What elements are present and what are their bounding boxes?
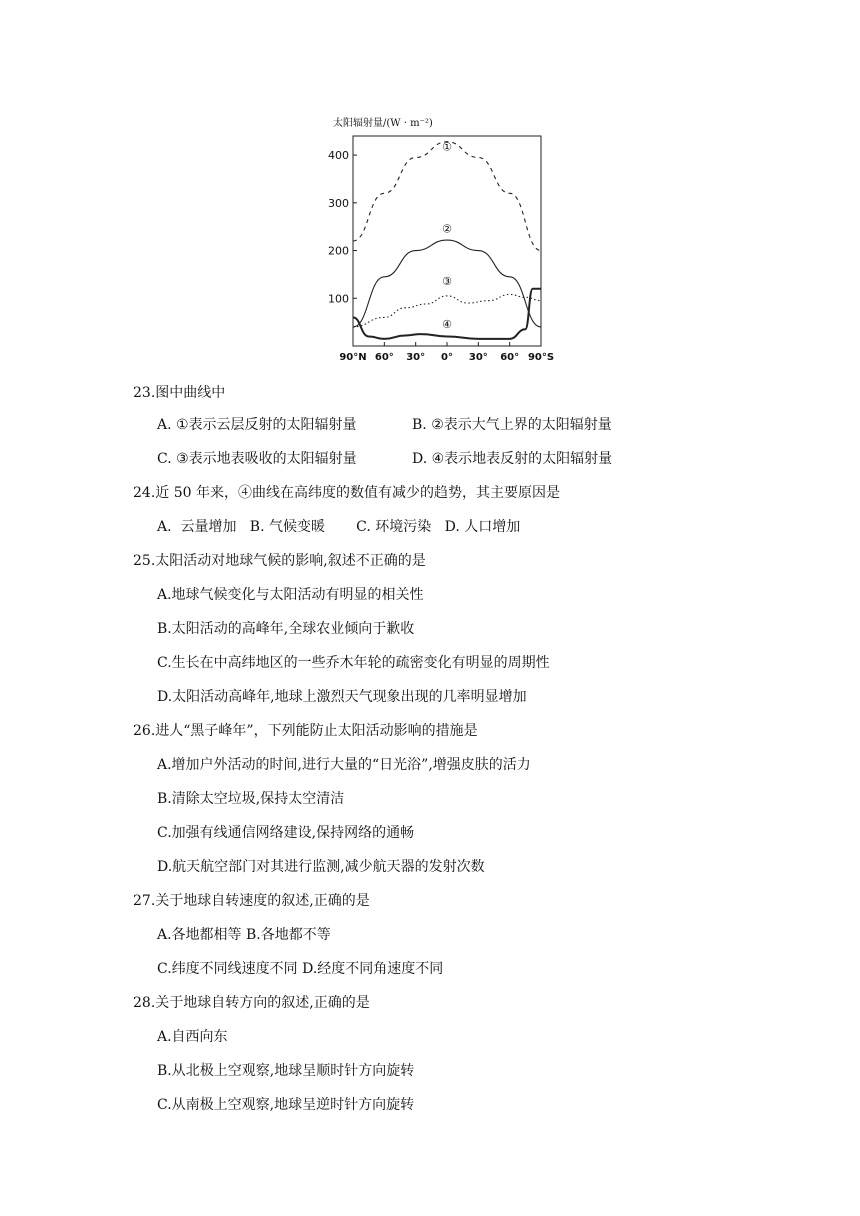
series-label-3: ③ [442, 274, 452, 288]
series-label-2: ② [442, 222, 452, 236]
q25-option-a: A.地球气候变化与太阳活动有明显的相关性 [157, 587, 424, 603]
chart-frame [353, 136, 541, 346]
question-28-stem: 28.关于地球自转方向的叙述,正确的是 [133, 995, 370, 1011]
q28-option-b: B.从北极上空观察,地球呈顺时针方向旋转 [157, 1063, 415, 1079]
series-label-4: ④ [442, 317, 452, 331]
x-tick-label: 60° [500, 352, 520, 363]
chart-ylabel: 太阳辐射量/(W · m⁻²) [333, 118, 433, 129]
question-25-stem: 25.太阳活动对地球气候的影响,叙述不正确的是 [133, 553, 426, 569]
q26-option-b: B.清除太空垃圾,保持太空清洁 [157, 791, 345, 807]
y-tick-label: 200 [328, 244, 349, 258]
q28-option-a: A.自西向东 [157, 1029, 228, 1045]
x-tick-label: 60° [374, 352, 394, 363]
q25-option-c: C.生长在中高纬地区的一些乔木年轮的疏密变化有明显的周期性 [157, 655, 550, 671]
x-tick-label: 30° [406, 352, 426, 363]
x-tick-label: 30° [468, 352, 488, 363]
y-tick-label: 300 [328, 196, 349, 210]
q25-option-b: B.太阳活动的高峰年,全球农业倾向于歉收 [157, 621, 415, 637]
radiation-chart [320, 108, 560, 370]
question-24-stem: 24.近 50 年来，④曲线在高纬度的数值有减少的趋势，其主要原因是 [133, 485, 560, 501]
q28-option-c: C.从南极上空观察,地球呈逆时针方向旋转 [157, 1097, 415, 1113]
x-tick-label: 0° [441, 352, 453, 363]
q26-option-a: A.增加户外活动的时间,进行大量的“日光浴”,增强皮肤的活力 [157, 757, 531, 773]
q23-option-b: B. ②表示大气上界的太阳辐射量 [412, 417, 612, 433]
q23-option-d: D. ④表示地表反射的太阳辐射量 [412, 451, 613, 467]
x-tick-label: 90°N [339, 352, 367, 363]
q26-option-c: C.加强有线通信网络建设,保持网络的通畅 [157, 825, 415, 841]
series-label-1: ① [442, 140, 452, 154]
question-23-stem: 23.图中曲线中 [133, 385, 226, 401]
q24-options: A. 云量增加 B. 气候变暖 C. 环境污染 D. 人口增加 [157, 519, 521, 535]
y-tick-label: 100 [328, 292, 349, 306]
q23-option-a: A. ①表示云层反射的太阳辐射量 [157, 417, 357, 433]
question-26-stem: 26.进人“黑子峰年”，下列能防止太阳活动影响的措施是 [133, 723, 478, 739]
question-27-stem: 27.关于地球自转速度的叙述,正确的是 [133, 893, 370, 909]
q25-option-d: D.太阳活动高峰年,地球上激烈天气现象出现的几率明显增加 [157, 689, 527, 705]
radiation-chart-svg [320, 108, 560, 370]
q27-options-ab: A.各地都相等 B.各地都不等 [157, 927, 331, 943]
y-tick-label: 400 [328, 149, 349, 163]
q23-option-c: C. ③表示地表吸收的太阳辐射量 [157, 451, 357, 467]
q27-options-cd: C.纬度不同线速度不同 D.经度不同角速度不同 [157, 961, 444, 977]
q26-option-d: D.航天航空部门对其进行监测,减少航天器的发射次数 [157, 859, 485, 875]
x-tick-label: 90°S [527, 352, 555, 363]
